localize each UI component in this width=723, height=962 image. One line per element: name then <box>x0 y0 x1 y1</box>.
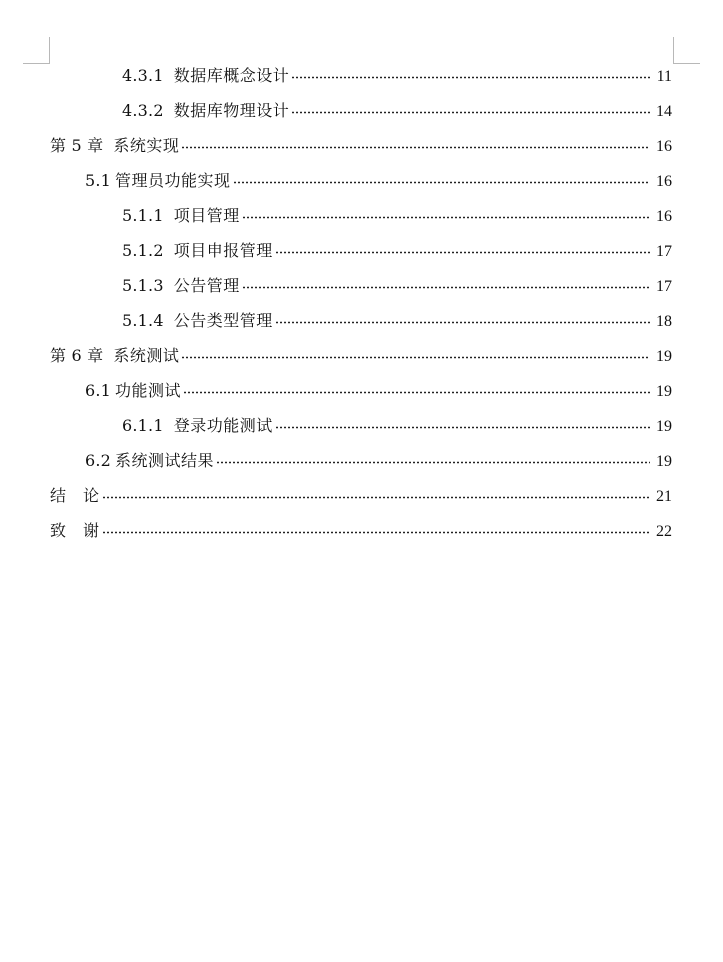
toc-dot-leader <box>291 111 650 114</box>
toc-entry-number: 4.3.1 <box>122 66 164 85</box>
toc-page-number: 22 <box>656 523 672 540</box>
toc-dot-leader <box>102 531 650 534</box>
toc-page-number: 16 <box>656 173 672 190</box>
toc-entry-title: 项目管理 <box>173 206 240 225</box>
toc-entry[interactable] <box>50 408 672 443</box>
toc-entry-number: 5.1.4 <box>122 311 164 330</box>
toc-page-number: 16 <box>656 208 672 225</box>
toc-entry-title: 结 论 <box>50 486 100 505</box>
toc-entry-title: 公告类型管理 <box>173 311 273 330</box>
toc-entry-number: 6.1.1 <box>122 416 164 435</box>
toc-entry[interactable] <box>50 93 672 128</box>
toc-entry-title: 功能测试 <box>115 381 182 400</box>
toc-page-number: 18 <box>656 313 672 330</box>
top-right-margin-mark <box>673 37 700 64</box>
toc-page-number: 17 <box>656 278 672 295</box>
toc-entry-title: 数据库物理设计 <box>173 101 290 120</box>
toc-entry-title: 数据库概念设计 <box>173 66 290 85</box>
toc-entry-number: 第 6 章 <box>50 346 104 365</box>
toc-entry-number: 5.1.3 <box>122 276 164 295</box>
toc-page-number: 19 <box>656 418 672 435</box>
toc-dot-leader <box>291 76 650 79</box>
toc-entry-title: 管理员功能实现 <box>115 171 231 190</box>
toc-entry[interactable] <box>50 373 672 408</box>
toc-entry-title: 系统实现 <box>113 136 180 155</box>
toc-page-number: 19 <box>656 383 672 400</box>
toc-page-number: 19 <box>656 453 672 470</box>
toc-entry-number: 6.2 <box>85 451 112 470</box>
toc-page-number: 21 <box>656 488 672 505</box>
toc-dot-leader <box>242 286 650 289</box>
toc-entry[interactable] <box>50 303 672 338</box>
toc-entry-title: 项目申报管理 <box>173 241 273 260</box>
toc-page-number: 16 <box>656 138 672 155</box>
toc-entry-number: 5.1.2 <box>122 241 164 260</box>
toc-dot-leader <box>275 251 650 254</box>
toc-entry[interactable] <box>50 443 672 478</box>
toc-entry[interactable] <box>50 268 672 303</box>
toc-entry[interactable] <box>50 513 672 548</box>
toc-dot-leader <box>183 391 650 394</box>
toc-dot-leader <box>102 496 650 499</box>
toc-entry[interactable] <box>50 198 672 233</box>
toc-page-number: 14 <box>656 103 672 120</box>
toc-page-number: 19 <box>656 348 672 365</box>
toc-page-number: 17 <box>656 243 672 260</box>
toc-dot-leader <box>275 321 650 324</box>
toc-entry-number: 5.1.1 <box>122 206 164 225</box>
toc-entry[interactable] <box>50 233 672 268</box>
toc-entry-title: 登录功能测试 <box>173 416 273 435</box>
toc-entry-number: 第 5 章 <box>50 136 104 155</box>
toc-entry-number: 6.1 <box>85 381 112 400</box>
toc-entry-number: 5.1 <box>85 171 112 190</box>
toc-entry-number: 4.3.2 <box>122 101 164 120</box>
toc-entry[interactable] <box>50 478 672 513</box>
toc-page-number: 11 <box>656 68 672 85</box>
toc-entry[interactable] <box>50 128 672 163</box>
toc-dot-leader <box>181 146 650 149</box>
toc-entry-title: 公告管理 <box>173 276 240 295</box>
toc-dot-leader <box>275 426 650 429</box>
table-of-contents <box>50 58 672 548</box>
toc-dot-leader <box>216 461 650 464</box>
toc-entry-title: 系统测试 <box>113 346 180 365</box>
top-left-margin-mark <box>23 37 50 64</box>
toc-entry[interactable] <box>50 338 672 373</box>
toc-dot-leader <box>233 181 650 184</box>
toc-dot-leader <box>181 356 650 359</box>
toc-entry-title: 致 谢 <box>50 521 100 540</box>
toc-dot-leader <box>242 216 650 219</box>
toc-entry[interactable] <box>50 163 672 198</box>
toc-entry-title: 系统测试结果 <box>115 451 215 470</box>
toc-entry[interactable] <box>50 58 672 93</box>
